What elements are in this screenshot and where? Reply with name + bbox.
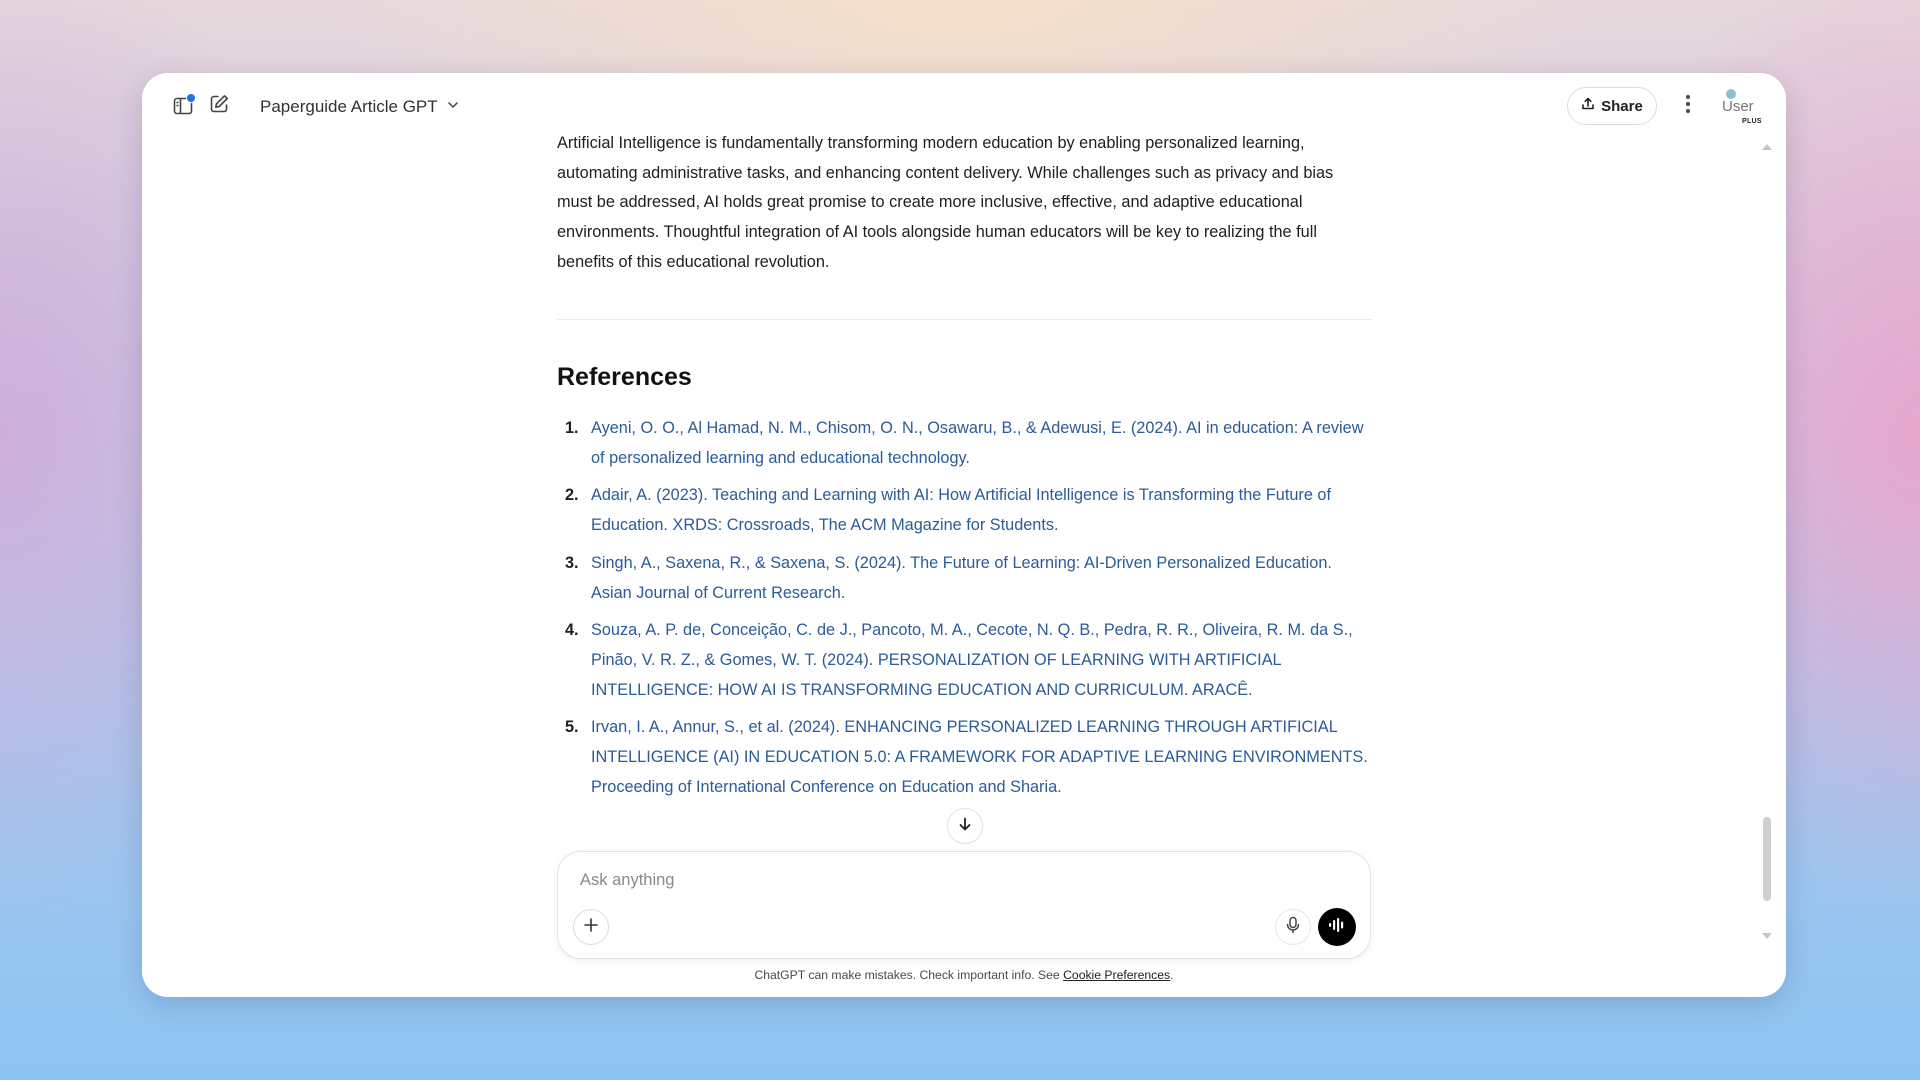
plan-badge: PLUS: [1742, 118, 1762, 125]
voice-mode-icon: [1328, 917, 1346, 938]
more-vertical-icon: [1685, 94, 1691, 119]
reference-link[interactable]: Ayeni, O. O., Al Hamad, N. M., Chisom, O. N., Osawaru, B., & Adewusi, E. (2024). AI in education: A review of personalized learning and educational technology.: [591, 419, 1364, 467]
plus-icon: [583, 917, 599, 938]
avatar[interactable]: [1720, 87, 1760, 127]
reference-number: 1.: [565, 419, 579, 437]
cookie-preferences-link[interactable]: Cookie Preferences: [1063, 968, 1171, 982]
reference-link[interactable]: Singh, A., Saxena, R., & Saxena, S. (2024). The Future of Learning: AI-Driven Personalized Education. Asian Journal of Current Research.: [591, 553, 1332, 602]
reference-link[interactable]: Souza, A. P. de, Conceição, C. de J., Pancoto, M. A., Cecote, N. Q. B., Pedra, R. R., Oliveira, R. M. da S., Pinão, V. R. Z., & Gomes, W. T. (2024). PERSONALIZATION OF LEARNING WITH ARTIFICIAL INTELLIGENCE: HOW AI IS TRANSFORMING EDUCATION AND CURRICULUM. ARACÊ.: [591, 621, 1353, 699]
disclaimer-suffix: .: [1170, 968, 1174, 982]
reference-link[interactable]: Adair, A. (2023). Teaching and Learning with AI: How Artificial Intelligence is Transforming the Future of Education. XRDS: Crossroads, The ACM Magazine for Students.: [591, 486, 1331, 535]
chat-window: [142, 73, 1786, 997]
scroll-up-arrow-icon[interactable]: [1762, 144, 1772, 150]
scrollbar-thumb[interactable]: [1763, 817, 1771, 901]
share-button[interactable]: [1567, 87, 1657, 125]
disclaimer: [142, 968, 1786, 982]
assistant-message: [557, 129, 1372, 278]
share-icon: [1581, 97, 1595, 115]
new-chat-icon: [208, 93, 230, 120]
dictate-button[interactable]: [1275, 909, 1311, 945]
voice-mode-button[interactable]: [1318, 908, 1356, 946]
share-label: Share: [1601, 97, 1643, 115]
reference-item: [557, 549, 1372, 608]
reference-item: [557, 616, 1372, 705]
reference-item: [557, 414, 1372, 473]
model-title: Paperguide Article GPT: [260, 97, 438, 116]
references-heading: References: [557, 363, 692, 391]
reference-number: 3.: [565, 553, 579, 572]
scroll-to-bottom-button[interactable]: [947, 808, 983, 844]
more-options-button[interactable]: [1672, 90, 1704, 122]
attach-button[interactable]: [573, 909, 609, 945]
reference-item: [557, 713, 1372, 802]
reference-number: 4.: [565, 621, 579, 640]
model-selector[interactable]: [260, 92, 460, 122]
arrow-down-icon: [957, 816, 973, 837]
reference-number: 2.: [565, 486, 579, 505]
new-chat-button[interactable]: [203, 90, 235, 122]
message-composer: [557, 851, 1371, 959]
reference-item: [557, 481, 1372, 540]
reference-number: 5.: [565, 718, 579, 737]
scroll-down-arrow-icon[interactable]: [1762, 933, 1772, 939]
prompt-input[interactable]: [578, 864, 1282, 896]
chevron-down-icon: [446, 98, 460, 117]
sidebar-toggle-icon: [172, 95, 194, 117]
scrollbar[interactable]: [1760, 139, 1774, 939]
reference-link[interactable]: Irvan, I. A., Annur, S., et al. (2024). ENHANCING PERSONALIZED LEARNING THROUGH ARTIFICIAL INTELLIGENCE (AI) IN EDUCATION 5.0: A FRAMEWORK FOR ADAPTIVE LEARNING ENVIRONMENTS. Proceeding of International Conference on Education and Sharia.: [591, 718, 1368, 796]
avatar-label: User: [1722, 98, 1754, 115]
notification-dot: [186, 93, 196, 103]
sidebar-toggle-button[interactable]: [167, 90, 199, 122]
microphone-icon: [1285, 916, 1301, 939]
references-list: [557, 414, 1372, 810]
section-divider: [557, 319, 1372, 320]
disclaimer-text: ChatGPT can make mistakes. Check important info. See: [754, 968, 1060, 982]
conclusion-paragraph: Artificial Intelligence is fundamentally transforming modern education by enabling personalized learning, automating administrative tasks, and enhancing content delivery. While challenges such as privacy and bias must be addressed, AI holds great promise to create more inclusive, effective, and adaptive educational environments. Thoughtful integration of AI tools alongside human educators will be key to realizing the full benefits of this educational revolution.: [557, 134, 1334, 271]
